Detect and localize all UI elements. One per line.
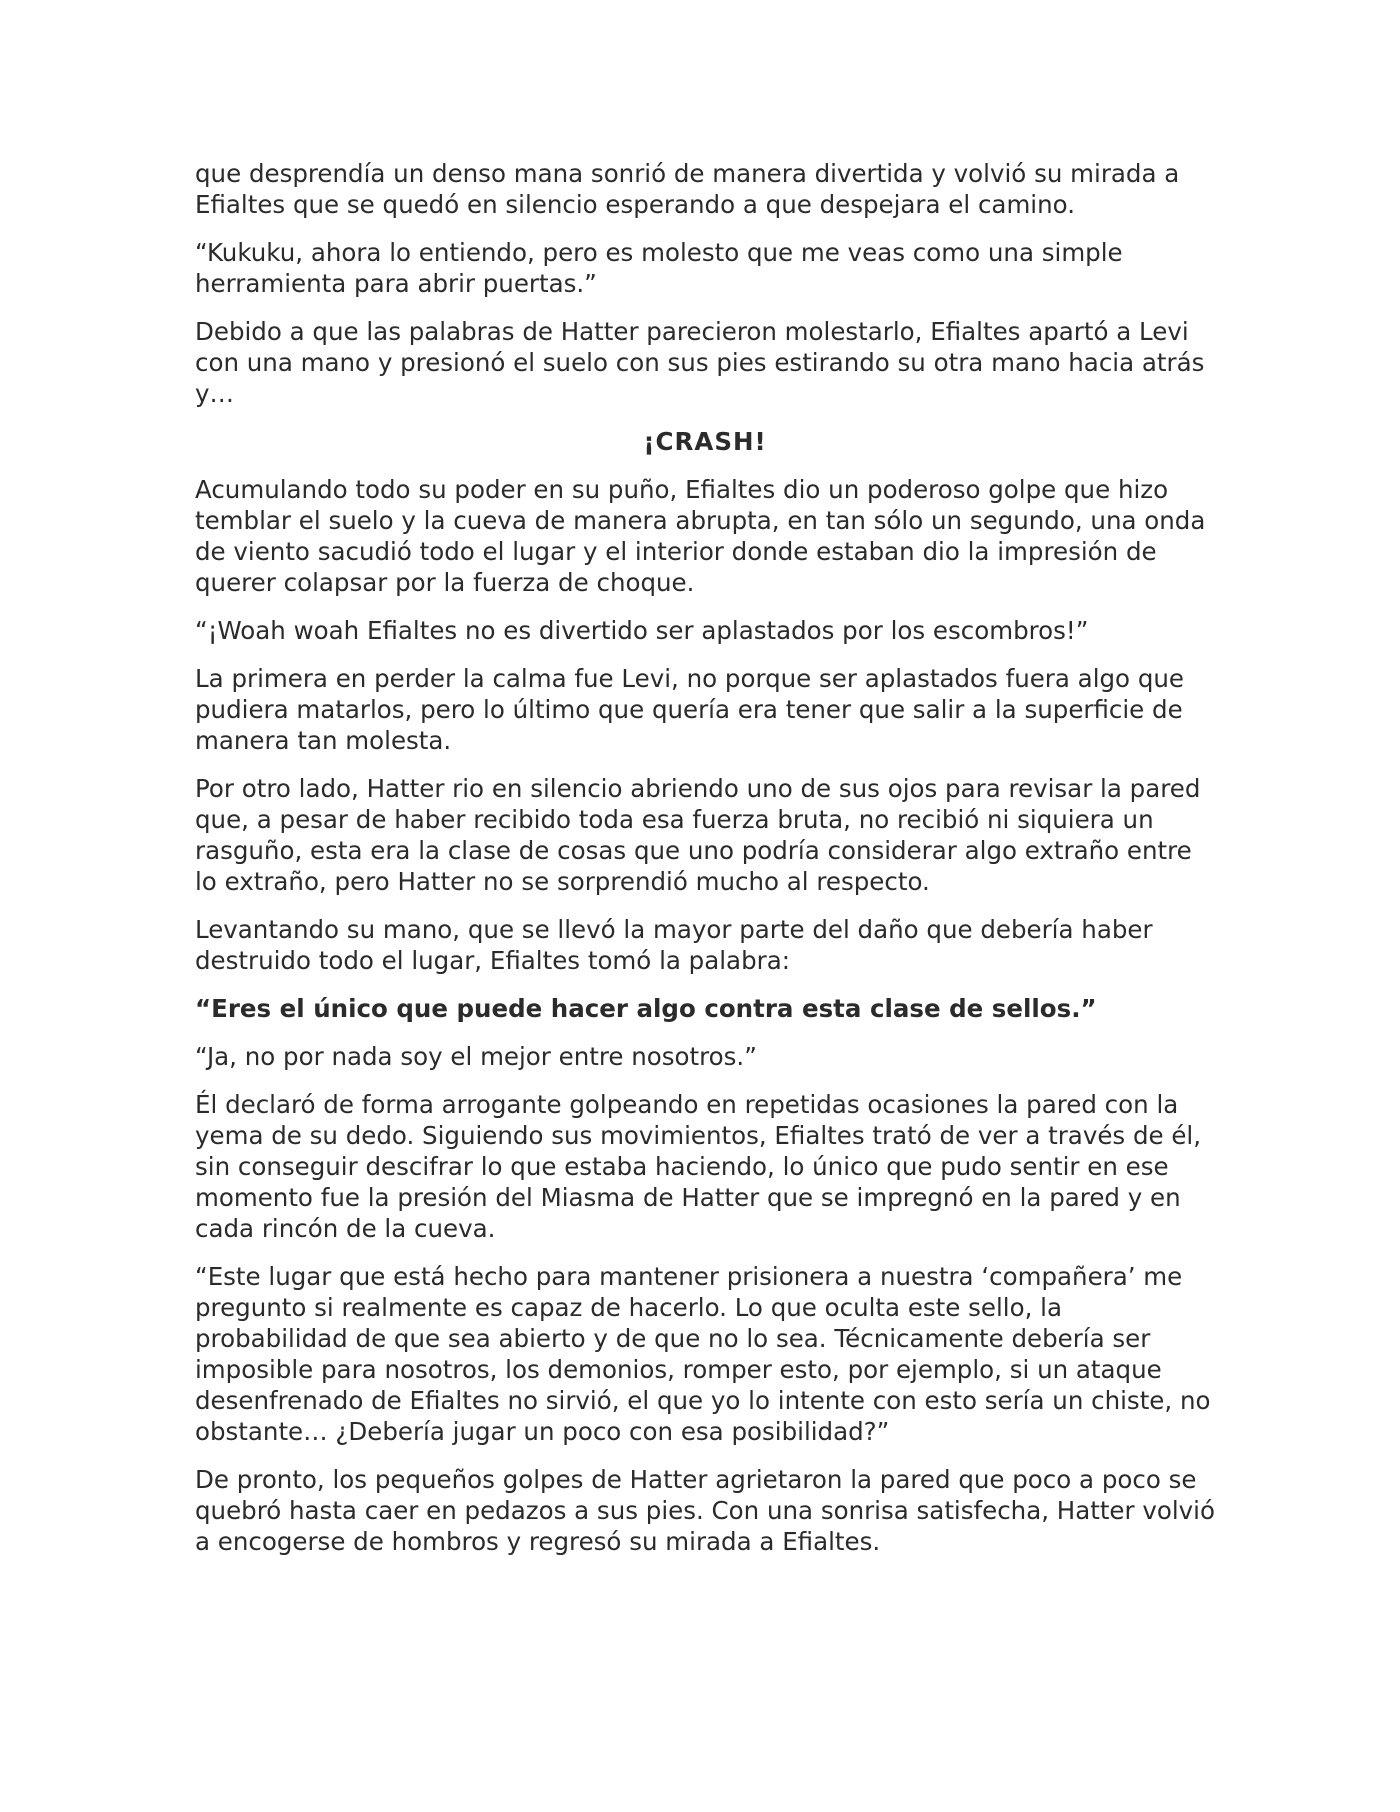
document-page — [195, 158, 1215, 1574]
paragraph-11: “Ja, no por nada soy el mejor entre nosotros.” — [195, 1042, 757, 1071]
paragraph-7: La primera en perder la calma fue Levi, no porque ser aplastados fuera algo que pudiera matarlos, pero lo último que quería era tener que salir a la superficie de manera tan molesta. — [195, 664, 1184, 755]
bold-dialogue: “Eres el único que puede hacer algo contra esta clase de sellos.” — [195, 994, 1097, 1023]
paragraph-3: Debido a que las palabras de Hatter parecieron molestarlo, Efialtes apartó a Levi con una mano y presionó el suelo con sus pies estirando su otra mano hacia atrás y… — [195, 317, 1205, 408]
paragraph-2: “Kukuku, ahora lo entiendo, pero es molesto que me veas como una simple herramienta para abrir puertas.” — [195, 238, 1123, 298]
paragraph-9: Levantando su mano, que se llevó la mayor parte del daño que debería haber destruido todo el lugar, Efialtes tomó la palabra: — [195, 915, 1153, 975]
paragraph-1: que desprendía un denso mana sonrió de manera divertida y volvió su mirada a Efialtes que se quedó en silencio esperando a que despejara el camino. — [195, 159, 1180, 219]
paragraph-8: Por otro lado, Hatter rio en silencio abriendo uno de sus ojos para revisar la pared que, a pesar de haber recibido toda esa fuerza bruta, no recibió ni siquiera un rasguño, esta era la clase de cosas que uno podría considerar algo extraño entre lo extraño, pero Hatter no se sorprendió mucho al respecto. — [195, 774, 1201, 896]
paragraph-14: De pronto, los pequeños golpes de Hatter agrietaron la pared que poco a poco se quebró hasta caer en pedazos a sus pies. Con una sonrisa satisfecha, Hatter volvió a encogerse de hombros y regresó su mirada a Efialtes. — [195, 1465, 1215, 1556]
paragraph-13: “Este lugar que está hecho para mantener prisionera a nuestra ‘compañera’ me pregunto si realmente es capaz de hacerlo. Lo que oculta este sello, la probabilidad de que sea abierto y de que no lo sea. Técnicamente debería ser imposible para nosotros, los demonios, romper esto, por ejemplo, si un ataque desenfrenado de Efialtes no sirvió, el que yo lo intente con esto sería un chiste, no obstante… ¿Debería jugar un poco con esa posibilidad?” — [195, 1262, 1211, 1446]
sound-effect-heading: ¡CRASH! — [643, 427, 767, 456]
paragraph-5: Acumulando todo su poder en su puño, Efialtes dio un poderoso golpe que hizo temblar el suelo y la cueva de manera abrupta, en tan sólo un segundo, una onda de viento sacudió todo el lugar y el interior donde estaban dio la impresión de querer colapsar por la fuerza de choque. — [195, 475, 1206, 597]
paragraph-6: “¡Woah woah Efialtes no es divertido ser aplastados por los escombros!” — [195, 616, 1089, 645]
paragraph-12: Él declaró de forma arrogante golpeando en repetidas ocasiones la pared con la yema de su dedo. Siguiendo sus movimientos, Efialtes trató de ver a través de él, sin conseguir descifrar lo que estaba haciendo, lo único que pudo sentir en ese momento fue la presión del Miasma de Hatter que se impregnó en la pared y en cada rincón de la cueva. — [195, 1090, 1202, 1243]
